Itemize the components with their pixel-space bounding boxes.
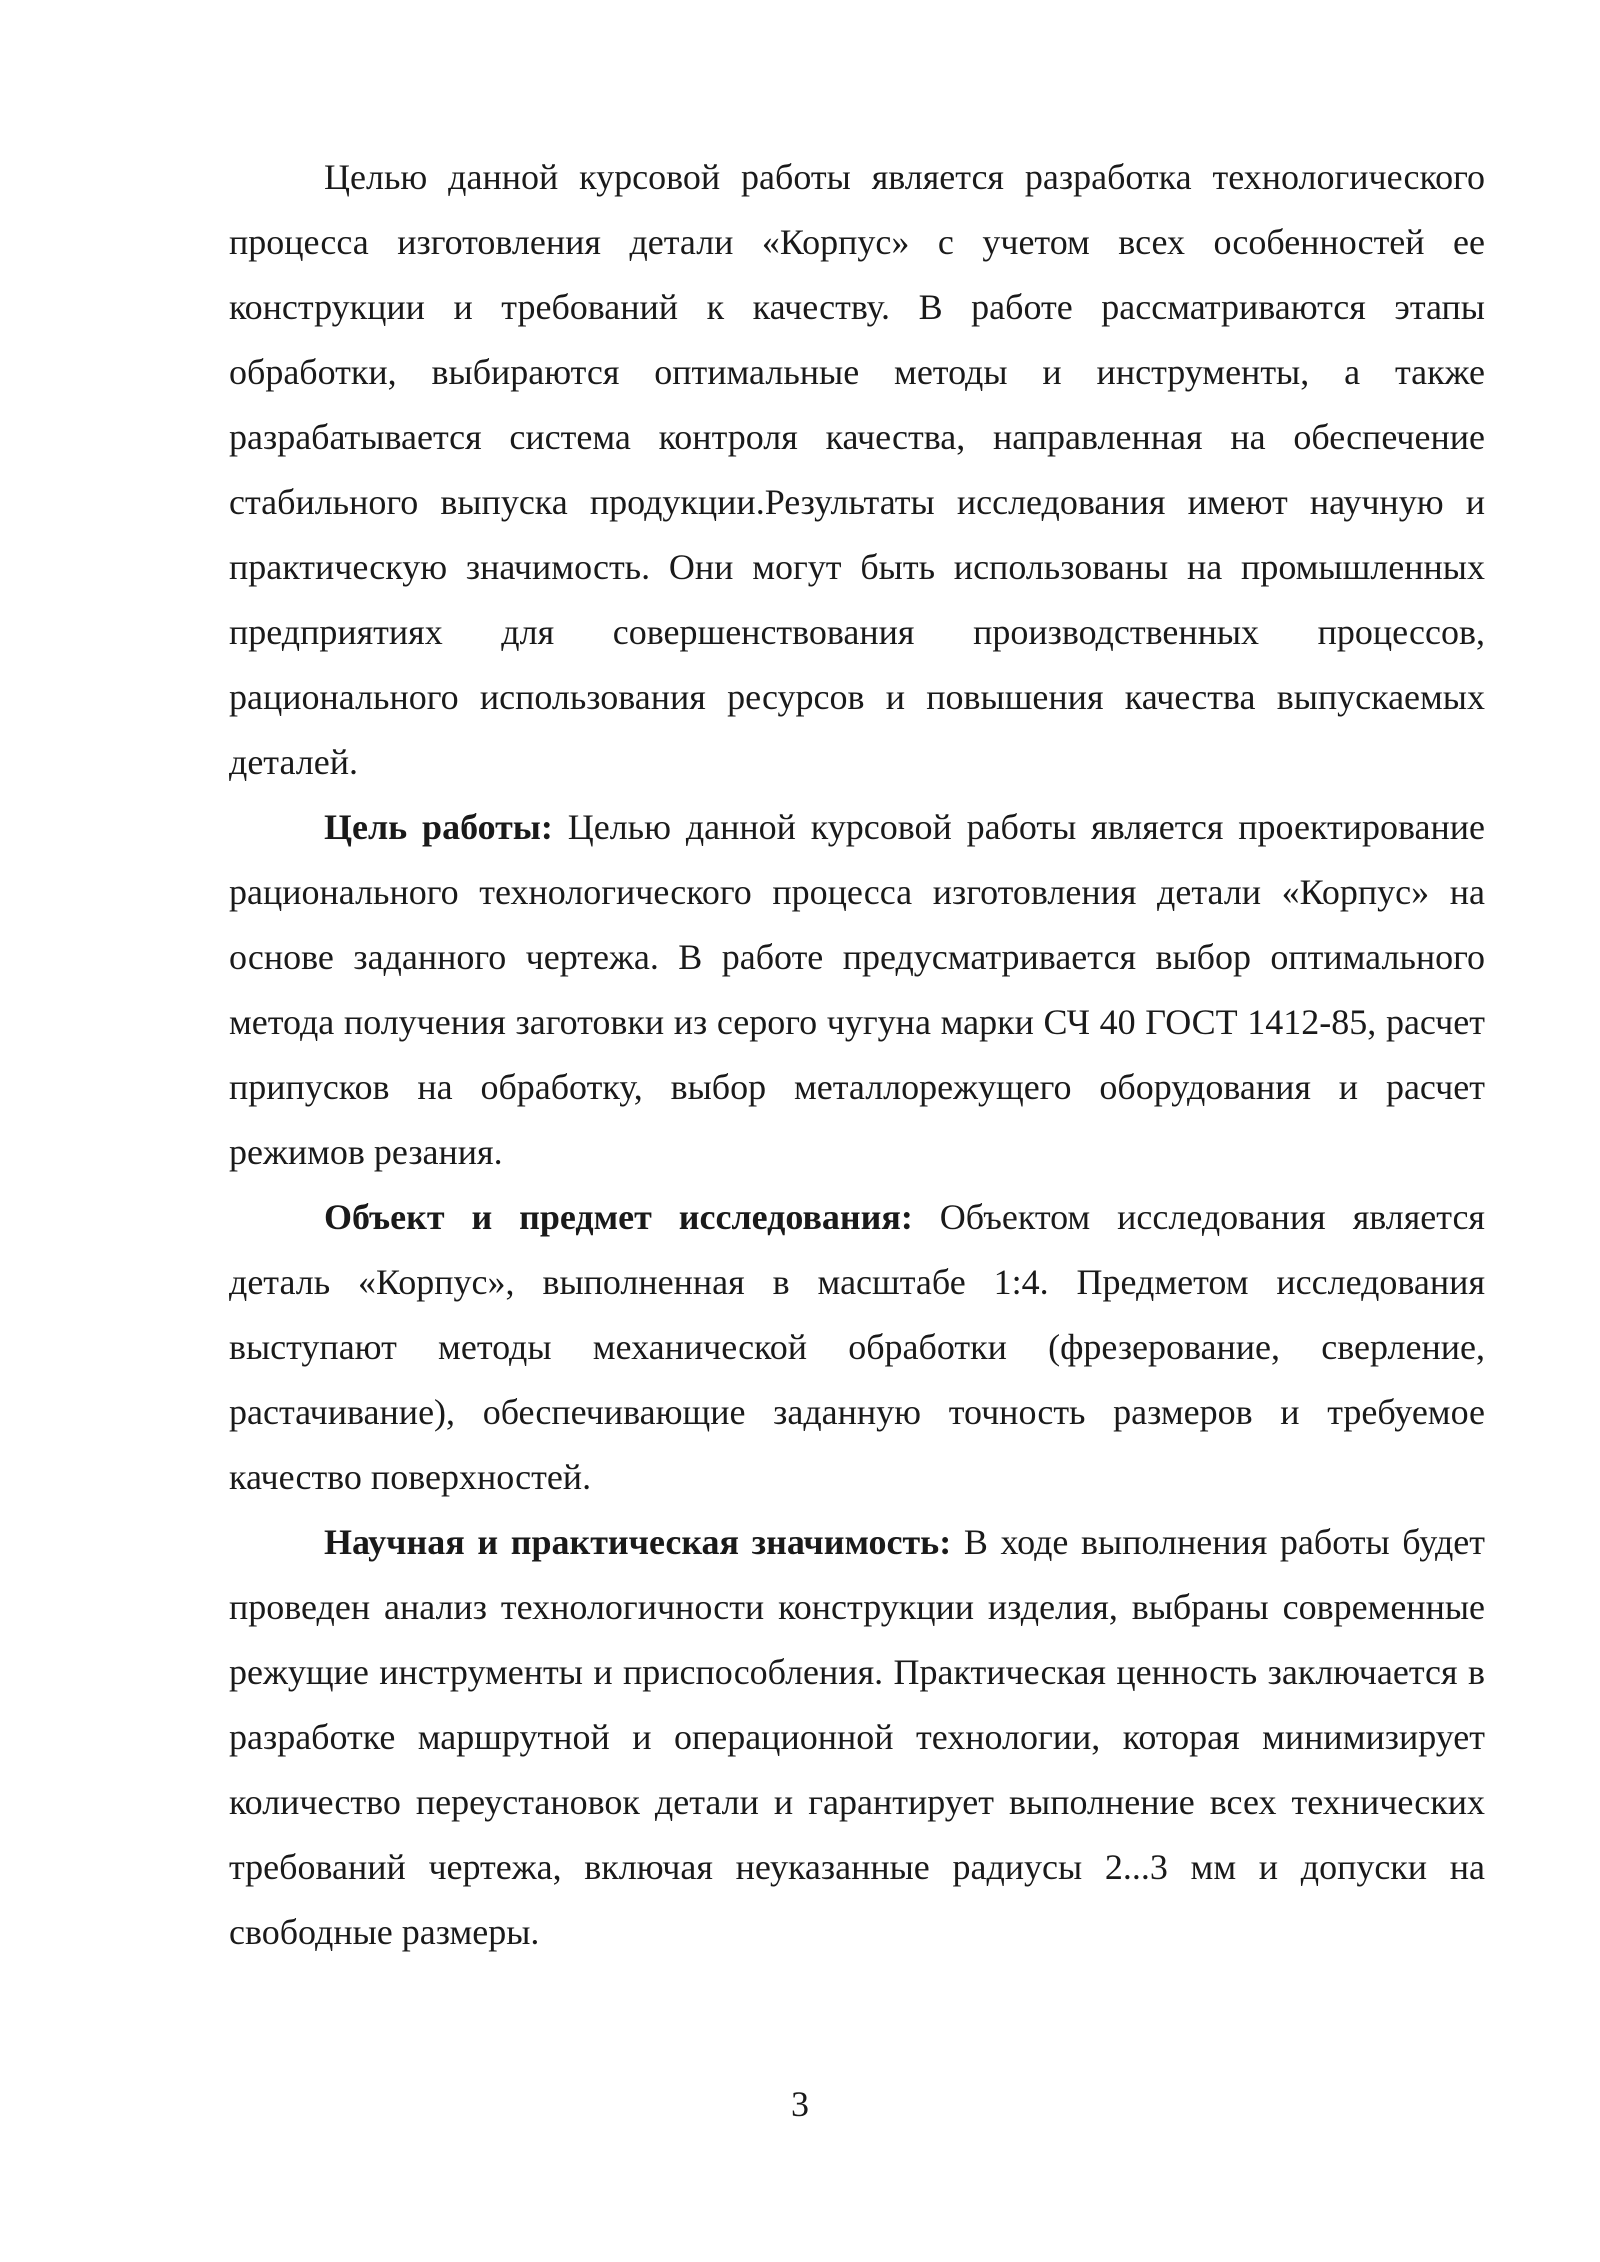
paragraph-lead: Цель работы: xyxy=(324,807,553,847)
paragraph-text: Целью данной курсовой работы является проектирование рационального технологического процесса изготовления детали «Корпус» на основе заданного чертежа. В работе предусматривается выбор оптимального метода получения заготовки из серого чугуна марки СЧ 40 ГОСТ 1412-85, расчет припусков на обработку, выбор металлорежущего оборудования и расчет режимов резания. xyxy=(229,807,1485,1172)
paragraph-introduction xyxy=(229,145,1485,795)
paragraph-text: Целью данной курсовой работы является разработка технологического процесса изготовления детали «Корпус» с учетом всех особенностей ее конструкции и требований к качеству. В работе рассматриваются этапы обработки, выбираются оптимальные методы и инструменты, а также разрабатывается система контроля качества, направленная на обеспечение стабильного выпуска продукции.Результаты исследования имеют научную и практическую значимость. Они могут быть использованы на промышленных предприятиях для совершенствования производственных процессов, рационального использования ресурсов и повышения качества выпускаемых деталей. xyxy=(229,157,1485,782)
paragraph-significance xyxy=(229,1510,1485,1965)
page-number: 3 xyxy=(791,2084,809,2124)
page-body xyxy=(229,145,1485,1965)
paragraph-lead: Научная и практическая значимость: xyxy=(324,1522,952,1562)
paragraph-text: Объектом исследования является деталь «Корпус», выполненная в масштабе 1:4. Предметом исследования выступают методы механической обработки (фрезерование, сверление, растачивание), обеспечивающие заданную точность размеров и требуемое качество поверхностей. xyxy=(229,1197,1485,1497)
paragraph-text: В ходе выполнения работы будет проведен анализ технологичности конструкции изделия, выбраны современные режущие инструменты и приспособления. Практическая ценность заключается в разработке маршрутной и операционной технологии, которая минимизирует количество переустановок детали и гарантирует выполнение всех технических требований чертежа, включая неуказанные радиусы 2...3 мм и допуски на свободные размеры. xyxy=(229,1522,1485,1952)
paragraph-object-subject xyxy=(229,1185,1485,1510)
paragraph-lead: Объект и предмет исследования: xyxy=(324,1197,913,1237)
paragraph-goal xyxy=(229,795,1485,1185)
